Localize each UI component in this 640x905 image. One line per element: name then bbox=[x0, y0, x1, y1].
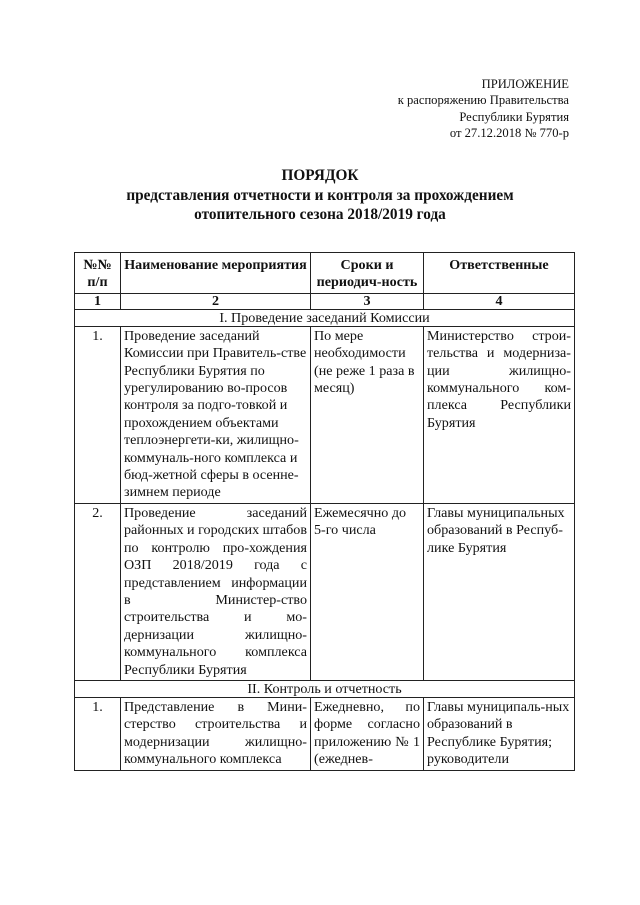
col-number-3: 3 bbox=[311, 293, 424, 309]
table-row bbox=[75, 503, 575, 680]
section-title-2: II. Контроль и отчетность bbox=[75, 680, 575, 697]
appendix-order-ref: к распоряжению Правительства bbox=[397, 93, 569, 108]
row-responsible: Главы муниципаль-ных образований в Республике Бурятия; руководители bbox=[424, 697, 575, 770]
section-row bbox=[75, 680, 575, 697]
title-main: ПОРЯДОК bbox=[281, 167, 359, 184]
row-number: 2. bbox=[75, 503, 121, 680]
header-number: №№ п/п bbox=[75, 253, 121, 294]
header-responsible: Ответственные bbox=[424, 253, 575, 294]
title-subtitle-1: представления отчетности и контроля за прохождением bbox=[126, 186, 514, 204]
document-title bbox=[0, 166, 640, 225]
column-numbers-row bbox=[75, 293, 575, 309]
row-activity-name: Проведение заседаний Комиссии при Правитель-стве Республики Бурятия по урегулированию во-просов контроля за подго-товкой и прохождением объектами теплоэнергети-ки, жилищно-коммуналь-ного комплекса и бюд-жетной сферы в осенне-зимнем периоде bbox=[121, 326, 311, 503]
col-number-4: 4 bbox=[424, 293, 575, 309]
row-responsible: Министерство строи-тельства и модерниза-ции жилищно-коммунального ком-плекса Республики Бурятия bbox=[424, 326, 575, 503]
title-subtitle-2: отопительного сезона 2018/2019 года bbox=[194, 206, 446, 223]
row-responsible: Главы муниципальных образований в Респуб-лике Бурятия bbox=[424, 503, 575, 680]
procedure-table bbox=[74, 252, 575, 771]
appendix-date-number: от 27.12.2018 № 770-р bbox=[449, 125, 569, 140]
row-terms: Ежемесячно до 5-го числа bbox=[311, 503, 424, 680]
row-number: 1. bbox=[75, 326, 121, 503]
row-activity-name: Представление в Мини-стерство строительства и модернизации жилищно-коммунального комплекса bbox=[121, 697, 311, 770]
row-number: 1. bbox=[75, 697, 121, 770]
header-name: Наименование мероприятия bbox=[121, 253, 311, 294]
header-terms: Сроки и периодич-ность bbox=[311, 253, 424, 294]
col-number-1: 1 bbox=[75, 293, 121, 309]
col-number-2: 2 bbox=[121, 293, 311, 309]
row-terms: По мере необходимости (не реже 1 раза в месяц) bbox=[311, 326, 424, 503]
table-row bbox=[75, 326, 575, 503]
table-row bbox=[75, 697, 575, 770]
appendix-label: ПРИЛОЖЕНИЕ bbox=[481, 77, 569, 91]
appendix-header bbox=[398, 76, 569, 141]
row-terms: Ежедневно, по форме согласно приложению № 1 (ежеднев- bbox=[311, 697, 424, 770]
section-row bbox=[75, 309, 575, 326]
section-title-1: I. Проведение заседаний Комиссии bbox=[75, 309, 575, 326]
row-activity-name: Проведение заседаний районных и городских штабов по контролю про-хождения ОЗП 2018/2019 года с представлением информации в Министер-ство строительства и мо-дернизации жилищно-коммунального комплекса Республики Бурятия bbox=[121, 503, 311, 680]
appendix-government: Республики Бурятия bbox=[459, 109, 569, 124]
table-header-row bbox=[75, 253, 575, 294]
